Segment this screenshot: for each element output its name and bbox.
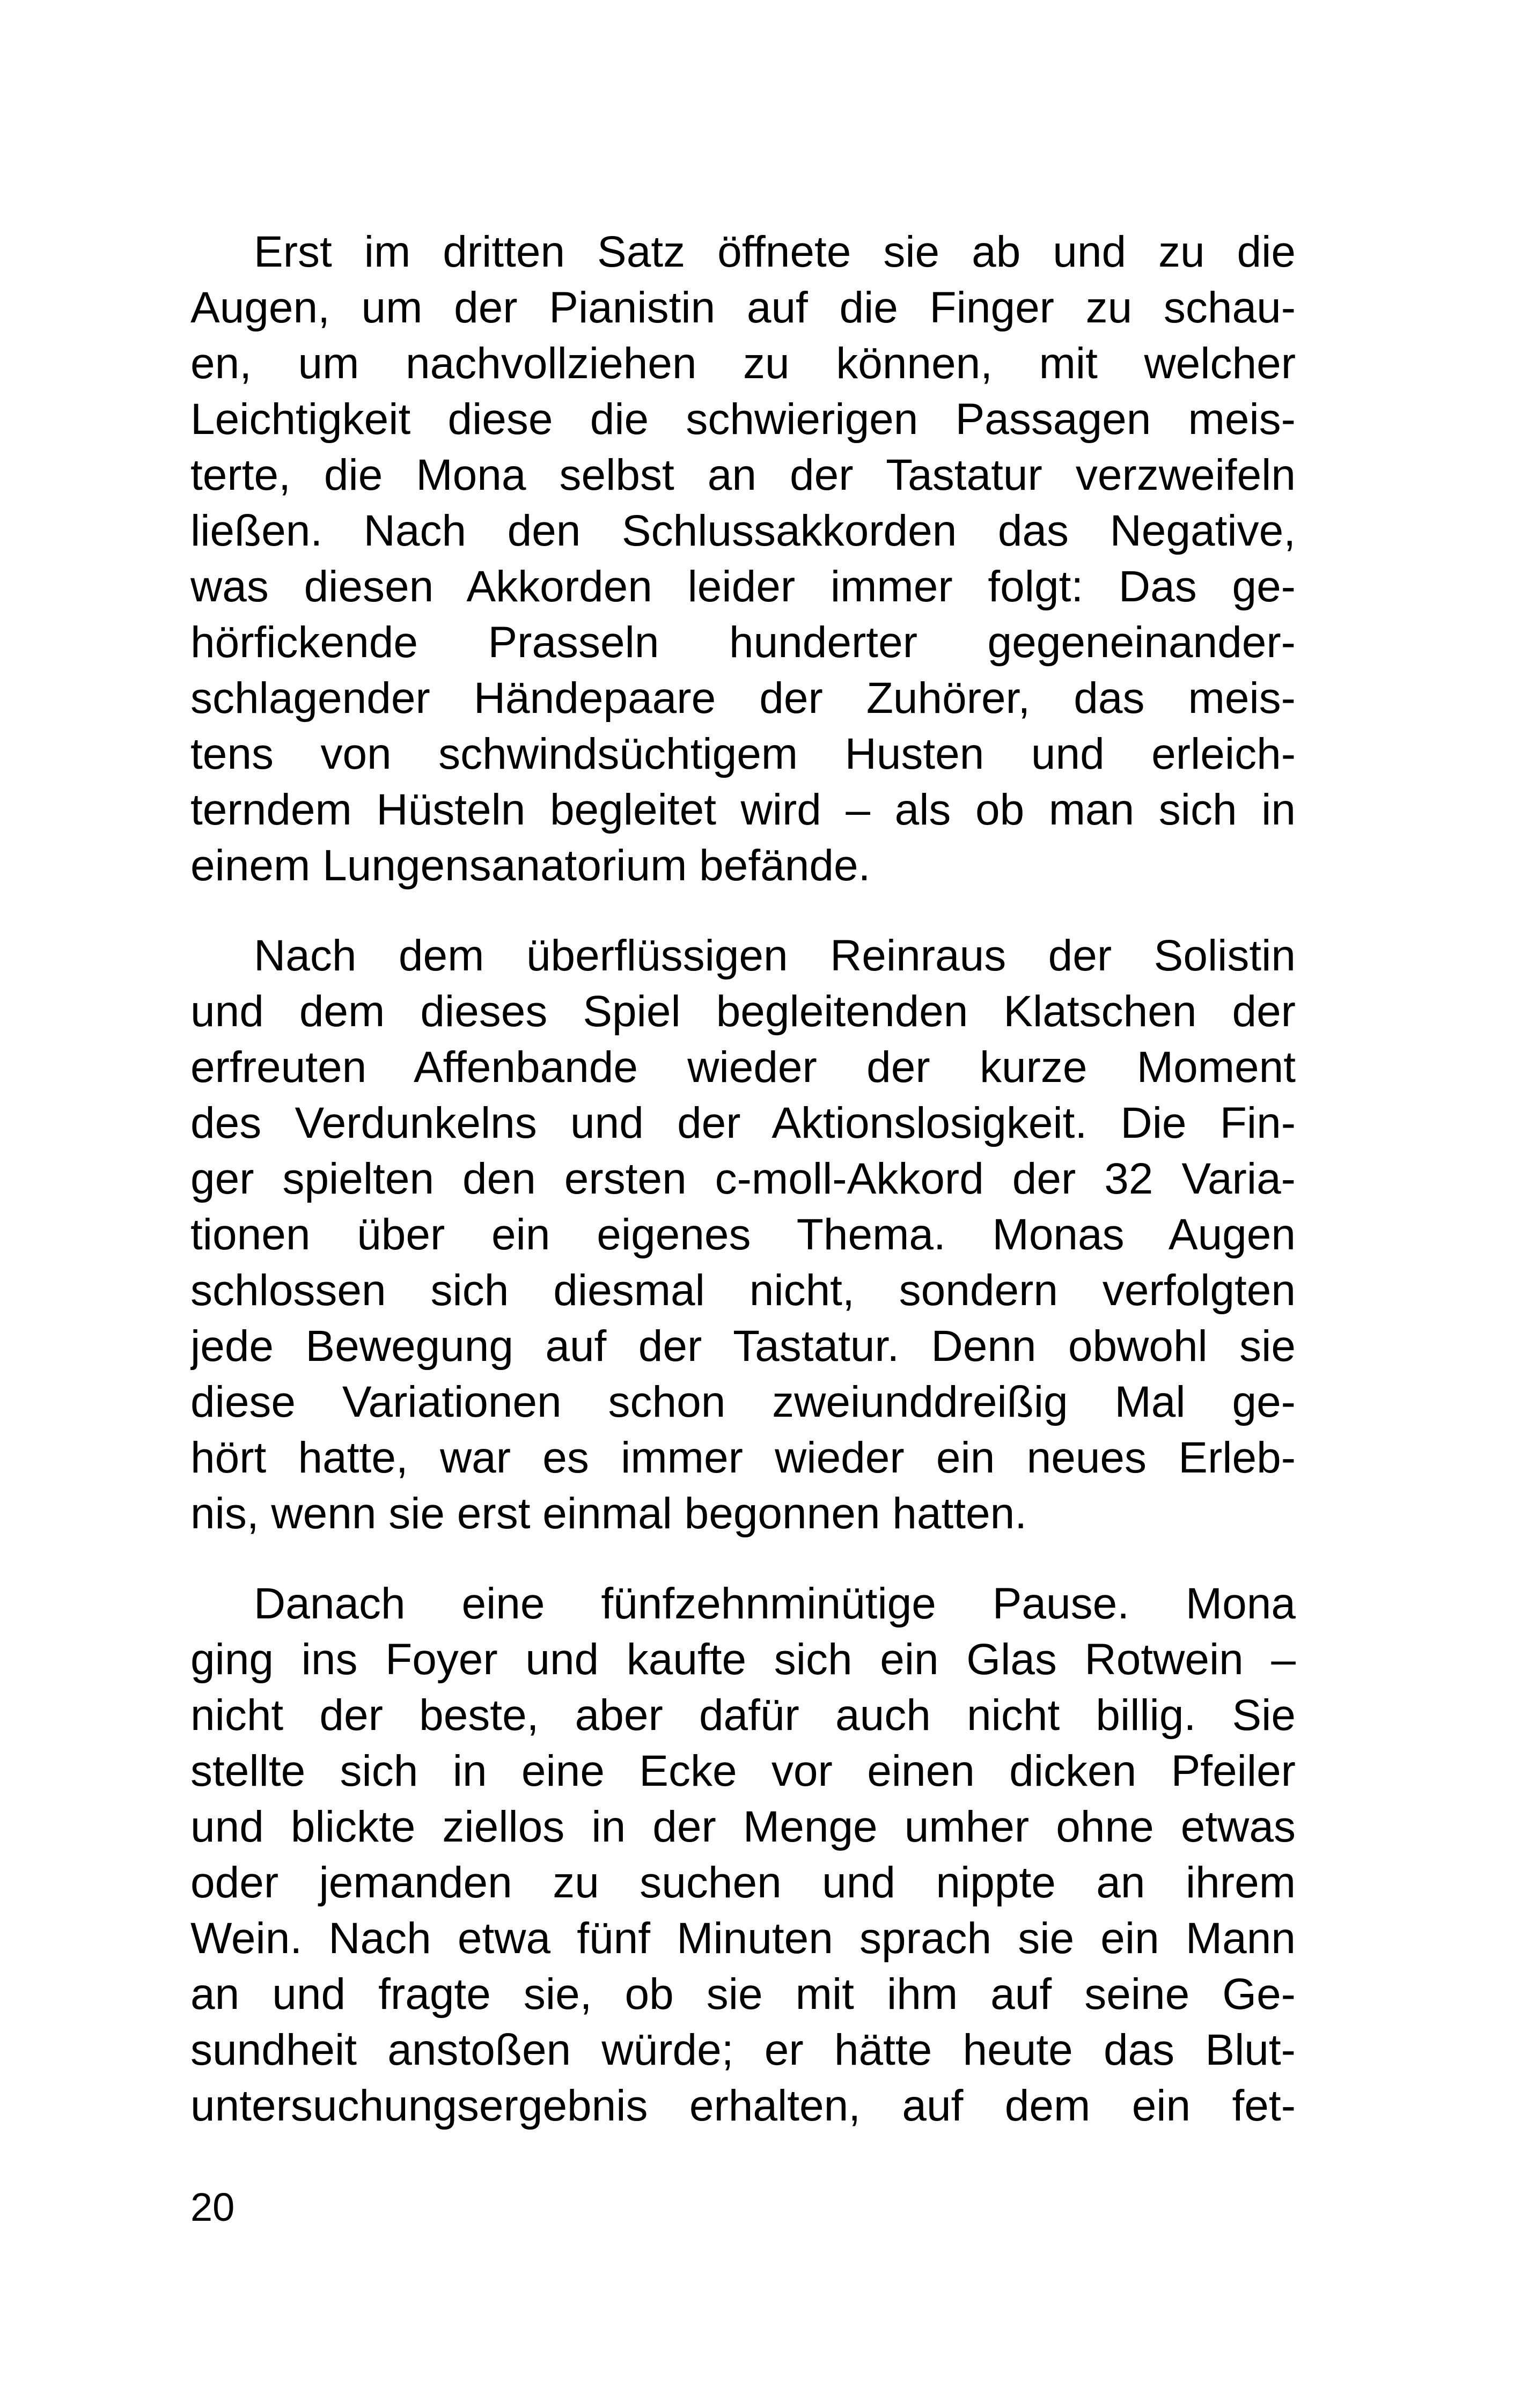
text-line: nicht der beste, aber dafür auch nicht billig. Sie — [190, 1691, 1296, 1740]
text-line: was diesen Akkorden leider immer folgt: Das ge- — [190, 562, 1296, 611]
text-line: Danach eine fünfzehnminütige Pause. Mona — [254, 1579, 1296, 1628]
text-line: sundheit anstoßen würde; er hätte heute das Blut- — [190, 2026, 1296, 2074]
text-line: en, um nachvollziehen zu können, mit welcher — [190, 339, 1296, 388]
text-line: erfreuten Affenbande wieder der kurze Moment — [190, 1043, 1296, 1092]
text-line: ger spielten den ersten c-moll-Akkord der 32 Varia- — [190, 1154, 1296, 1203]
text-line: hörfickende Prasseln hunderter gegeneinander- — [190, 618, 1296, 667]
body-text — [190, 224, 1296, 2168]
text-line: terte, die Mona selbst an der Tastatur verzweifeln — [190, 451, 1296, 499]
text-line: tens von schwindsüchtigem Husten und erleich- — [190, 730, 1296, 778]
text-line: Nach dem überflüssigen Reinraus der Solistin — [254, 931, 1296, 980]
text-line: Leichtigkeit diese die schwierigen Passagen meis- — [190, 395, 1296, 444]
page-number: 20 — [190, 2185, 235, 2229]
text-line: hört hatte, war es immer wieder ein neues Erleb- — [190, 1433, 1296, 1482]
paragraph-1 — [190, 224, 1296, 894]
text-line: und dem dieses Spiel begleitenden Klatschen der — [190, 987, 1296, 1036]
text-line: ging ins Foyer und kaufte sich ein Glas Rotwein – — [190, 1635, 1296, 1684]
text-line: stellte sich in eine Ecke vor einen dicken Pfeiler — [190, 1747, 1296, 1795]
text-line: tionen über ein eigenes Thema. Monas Augen — [190, 1210, 1296, 1259]
text-line: untersuchungsergebnis erhalten, auf dem ein fet- — [190, 2081, 1296, 2130]
text-line: schlossen sich diesmal nicht, sondern verfolgten — [190, 1266, 1296, 1315]
text-line: und blickte ziellos in der Menge umher ohne etwas — [190, 1802, 1296, 1851]
paragraph-3 — [190, 1576, 1296, 2134]
text-line: diese Variationen schon zweiunddreißig Mal ge- — [190, 1378, 1296, 1426]
text-line: des Verdunkelns und der Aktionslosigkeit. Die Fin- — [190, 1099, 1296, 1147]
text-line: oder jemanden zu suchen und nippte an ihrem — [190, 1858, 1296, 1907]
paragraph-2 — [190, 928, 1296, 1542]
text-line: Wein. Nach etwa fünf Minuten sprach sie ein Mann — [190, 1914, 1296, 1963]
text-line: jede Bewegung auf der Tastatur. Denn obwohl sie — [190, 1322, 1296, 1371]
text-line: terndem Hüsteln begleitet wird – als ob man sich in — [190, 785, 1296, 834]
text-line: Erst im dritten Satz öffnete sie ab und zu die — [254, 227, 1296, 276]
text-line: schlagender Händepaare der Zuhörer, das meis- — [190, 674, 1296, 723]
text-line: an und fragte sie, ob sie mit ihm auf seine Ge- — [190, 1970, 1296, 2019]
text-line: Augen, um der Pianistin auf die Finger zu schau- — [190, 283, 1296, 332]
text-line: nis, wenn sie erst einmal begonnen hatten. — [190, 1489, 1027, 1538]
text-line: ließen. Nach den Schlussakkorden das Negative, — [190, 506, 1296, 555]
text-line: einem Lungensanatorium befände. — [190, 841, 871, 890]
